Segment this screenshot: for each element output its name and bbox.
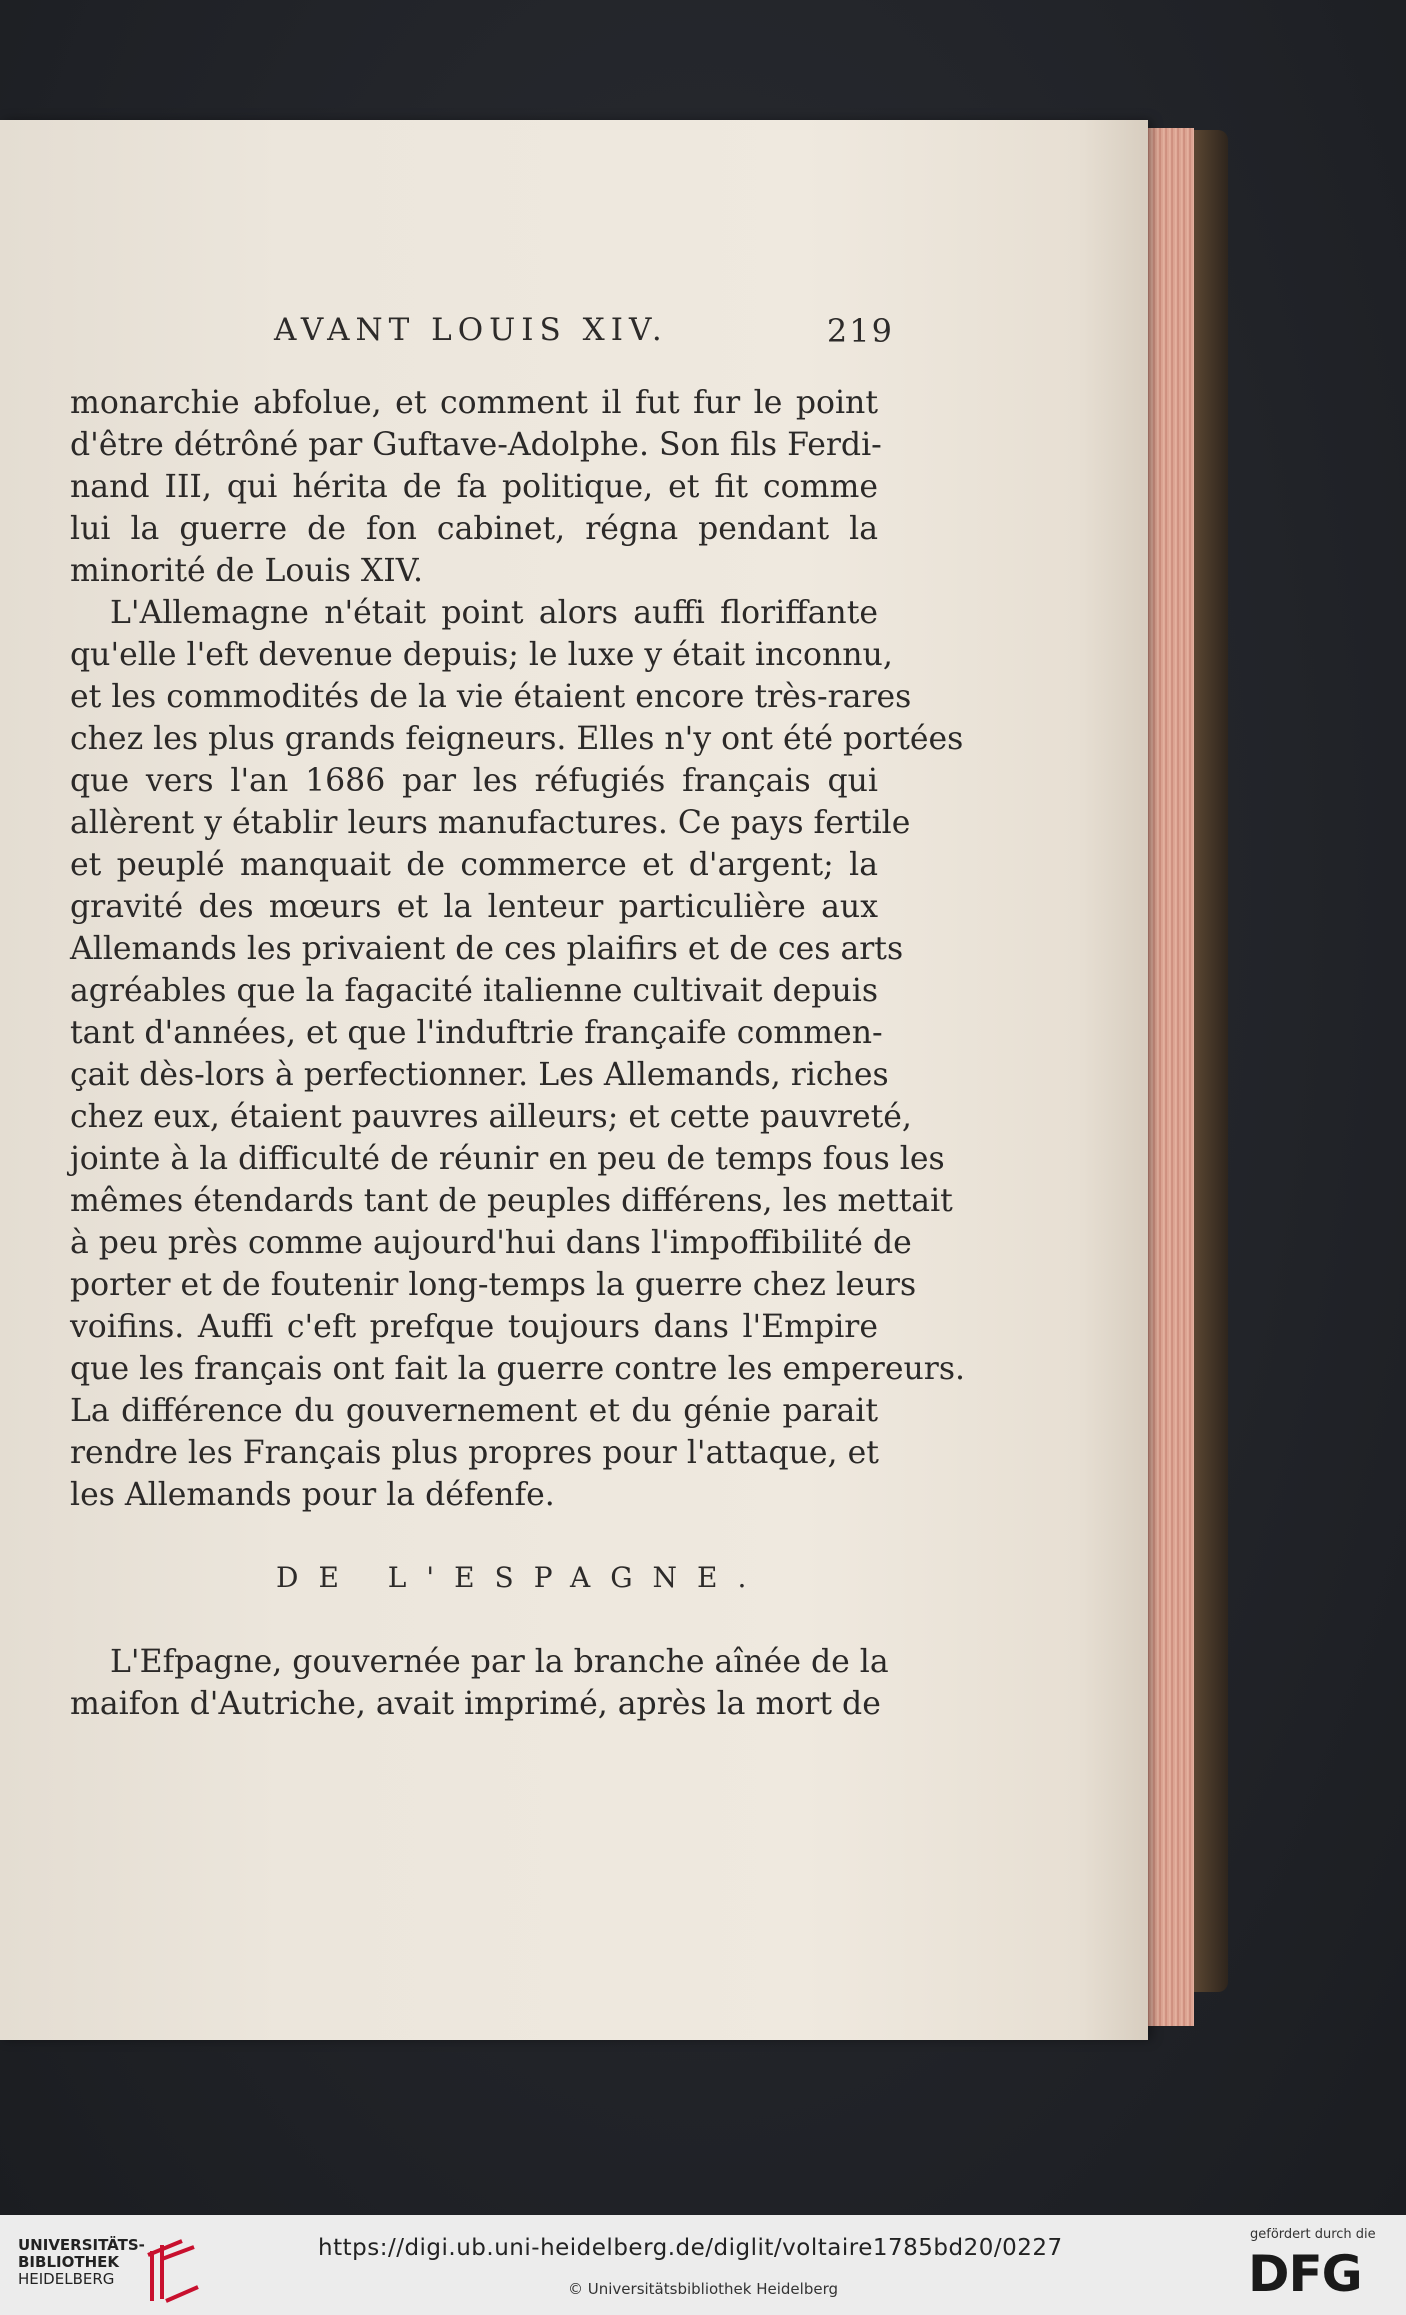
section-heading: DE L'ESPAGNE. bbox=[276, 1561, 767, 1594]
text-line: gravité des mœurs et la lenteur particulière aux bbox=[70, 889, 878, 925]
dfg-funding[interactable] bbox=[1246, 2227, 1396, 2307]
text-line: Allemands les privaient de ces plaifirs et de ces arts bbox=[70, 931, 904, 967]
dfg-logo: DFG bbox=[1248, 2245, 1362, 2303]
library-name bbox=[18, 2237, 145, 2288]
copyright-notice: © Universitätsbibliothek Heidelberg bbox=[568, 2280, 839, 2298]
library-mark-icon bbox=[142, 2239, 206, 2305]
library-name-line: HEIDELBERG bbox=[18, 2270, 115, 2288]
text-line: çait dès-lors à perfectionner. Les Allemands, riches bbox=[70, 1057, 889, 1093]
text-line: allèrent y établir leurs manufactures. Ce pays fertile bbox=[70, 805, 911, 841]
page-number: 219 bbox=[826, 312, 894, 350]
paragraph-1 bbox=[70, 382, 882, 592]
text-line: monarchie abfolue, et comment il fut fur le point bbox=[70, 385, 878, 421]
text-line: que vers l'an 1686 par les réfugiés français qui bbox=[70, 763, 878, 799]
text-line: rendre les Français plus propres pour l'attaque, et bbox=[70, 1435, 879, 1471]
permalink-url[interactable]: https://digi.ub.uni-heidelberg.de/diglit/voltaire1785bd20/0227 bbox=[318, 2235, 1063, 2261]
library-name-line: BIBLIOTHEK bbox=[18, 2253, 119, 2271]
running-title: AVANT LOUIS XIV. bbox=[274, 312, 668, 348]
text-line: agréables que la fagacité italienne cultivait depuis bbox=[70, 973, 878, 1009]
text-line: et les commodités de la vie étaient encore très-rares bbox=[70, 679, 912, 715]
text-line: et peuplé manquait de commerce et d'argent; la bbox=[70, 847, 878, 883]
text-line: les Allemands pour la défenfe. bbox=[70, 1477, 555, 1513]
viewer-footer bbox=[0, 2215, 1406, 2315]
library-logo[interactable] bbox=[18, 2237, 208, 2307]
text-line: nand III, qui hérita de fa politique, et fit comme bbox=[70, 469, 878, 505]
text-line: jointe à la difficulté de réunir en peu de temps fous les bbox=[70, 1141, 945, 1177]
text-line: voifins. Auffi c'eft prefque toujours dans l'Empire bbox=[70, 1309, 878, 1345]
text-line: chez eux, étaient pauvres ailleurs; et cette pauvreté, bbox=[70, 1099, 912, 1135]
text-line: chez les plus grands feigneurs. Elles n'y ont été portées bbox=[70, 721, 964, 757]
text-line: que les français ont fait la guerre contre les empereurs. bbox=[70, 1351, 965, 1387]
paragraph-3 bbox=[70, 1641, 889, 1725]
library-name-line: UNIVERSITÄTS- bbox=[18, 2236, 145, 2254]
text-line: minorité de Louis XIV. bbox=[70, 553, 424, 589]
paragraph-2 bbox=[70, 592, 965, 1516]
running-head bbox=[274, 312, 894, 362]
text-line: L'Allemagne n'était point alors auffi floriffante bbox=[110, 595, 878, 631]
text-line: tant d'années, et que l'induftrie françaife commen- bbox=[70, 1015, 883, 1051]
text-line: mêmes étendards tant de peuples différens, les mettait bbox=[70, 1183, 953, 1219]
funding-caption: gefördert durch die bbox=[1250, 2227, 1376, 2242]
text-line: lui la guerre de fon cabinet, régna pendant la bbox=[70, 511, 878, 547]
text-line: porter et de foutenir long-temps la guerre chez leurs bbox=[70, 1267, 917, 1303]
text-line: à peu près comme aujourd'hui dans l'impoffibilité de bbox=[70, 1225, 912, 1261]
text-line: maifon d'Autriche, avait imprimé, après la mort de bbox=[70, 1686, 881, 1722]
text-line: qu'elle l'eft devenue depuis; le luxe y était inconnu, bbox=[70, 637, 893, 673]
text-line: d'être détrôné par Guftave-Adolphe. Son fils Ferdi- bbox=[70, 427, 882, 463]
text-line: La différence du gouvernement et du génie parait bbox=[70, 1393, 878, 1429]
text-line: L'Efpagne, gouvernée par la branche aînée de la bbox=[110, 1644, 889, 1680]
